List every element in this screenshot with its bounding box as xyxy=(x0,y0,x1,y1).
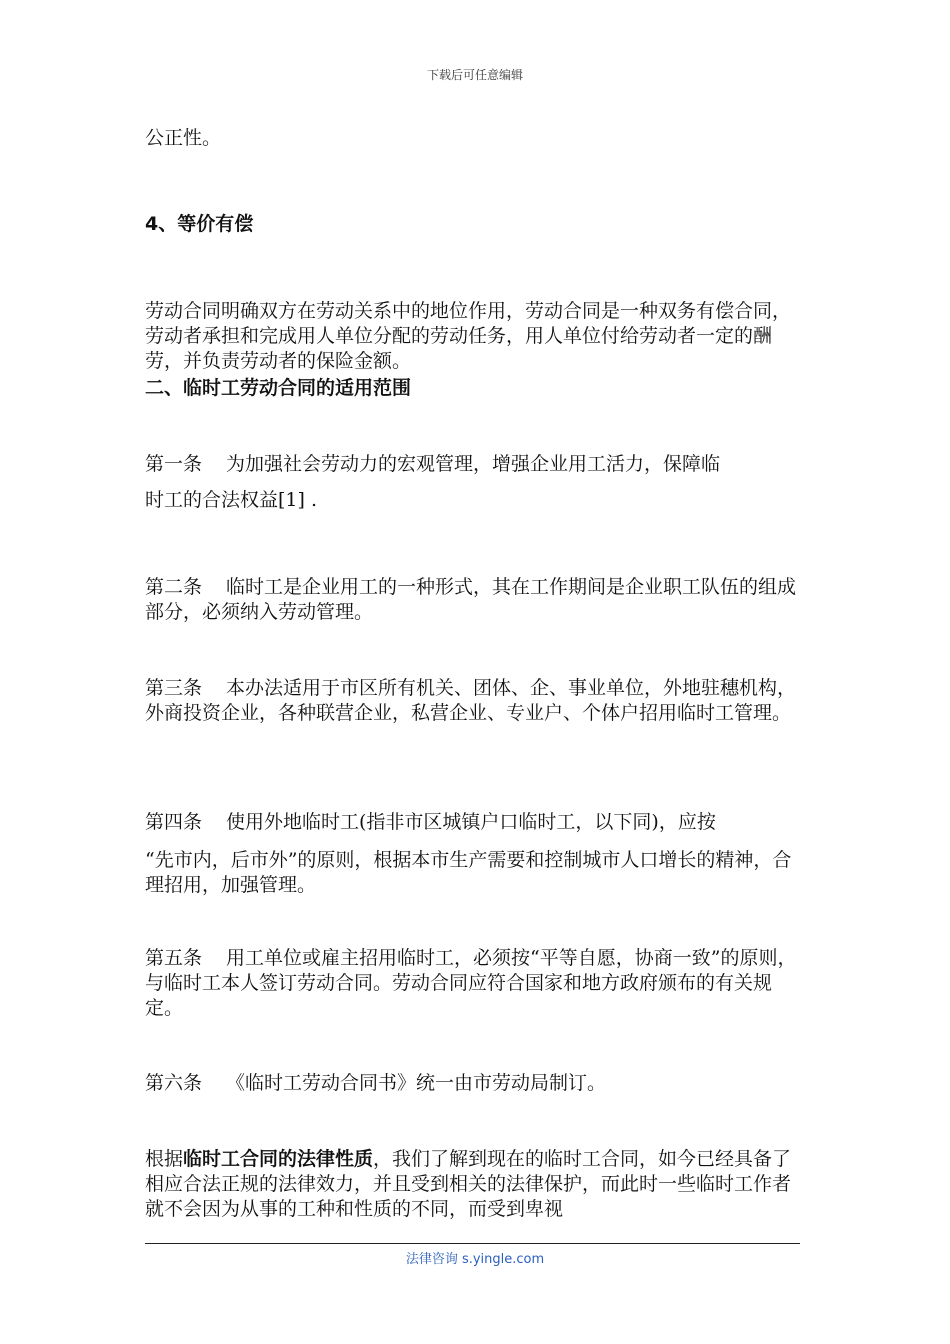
article-3-label: 第三条 xyxy=(145,677,203,699)
article-5 xyxy=(145,946,800,1021)
article-3 xyxy=(145,676,800,726)
article-2-text: 临时工是企业用工的一种形式，其在工作期间是企业职工队伍的组成部分，必须纳入劳动管理。 xyxy=(145,576,797,623)
article-6-text: 《临时工劳动合同书》统一由市劳动局制订。 xyxy=(226,1072,607,1094)
closing-paragraph xyxy=(145,1147,800,1222)
closing-rest: ，我们了解到现在的临时工合同，如今已经具备了相应合法正规的法律效力，并且受到相关的法律保护，而此时一些临时工作者就不会因为从事的工种和性质的不同，而受到卑视 xyxy=(145,1148,792,1220)
article-3-text: 本办法适用于市区所有机关、团体、企、事业单位，外地驻穗机构，外商投资企业，各种联营企业，私营企业、专业户、个体户招用临时工管理。 xyxy=(145,677,797,724)
article-1-line2: 时工的合法权益[1] . xyxy=(145,489,317,511)
closing-bold-term: 临时工合同的法律性质 xyxy=(183,1148,374,1170)
footer-divider xyxy=(145,1243,800,1244)
article-2 xyxy=(145,575,800,625)
article-1-label: 第一条 xyxy=(145,453,203,475)
article-2-label: 第二条 xyxy=(145,576,203,598)
article-5-label: 第五条 xyxy=(145,947,203,969)
article-1 xyxy=(145,452,800,477)
closing-prefix: 根据 xyxy=(145,1148,184,1170)
article-6-label: 第六条 xyxy=(145,1072,203,1094)
article-4-line2: “先市内，后市外”的原则，根据本市生产需要和控制城市人口增长的精神，合理招用，加强管理。 xyxy=(145,849,792,896)
heading-equal-value: 4、等价有偿 xyxy=(145,213,254,235)
fairness-line: 公正性。 xyxy=(145,127,222,149)
article-1-line1: 为加强社会劳动力的宏观管理，增强企业用工活力，保障临 xyxy=(226,453,721,475)
heading-scope: 二、临时工劳动合同的适用范围 xyxy=(145,377,412,399)
article-5-text: 用工单位或雇主招用临时工，必须按“平等自愿，协商一致”的原则，与临时工本人签订劳动合同。劳动合同应符合国家和地方政府颁布的有关规定。 xyxy=(145,947,797,1019)
footer-link[interactable]: 法律咨询 s.yingle.com xyxy=(405,1252,545,1267)
article-4 xyxy=(145,810,800,835)
article-6 xyxy=(145,1071,800,1096)
paragraph-equal-value: 劳动合同明确双方在劳动关系中的地位作用，劳动合同是一种双务有偿合同，劳动者承担和完成用人单位分配的劳动任务，用人单位付给劳动者一定的酬劳，并负责劳动者的保险金额。 xyxy=(145,300,792,372)
article-4-label: 第四条 xyxy=(145,811,203,833)
page-header: 下载后可任意编辑 xyxy=(426,68,523,82)
article-4-line1: 使用外地临时工(指非市区城镇户口临时工，以下同)，应按 xyxy=(226,811,716,833)
